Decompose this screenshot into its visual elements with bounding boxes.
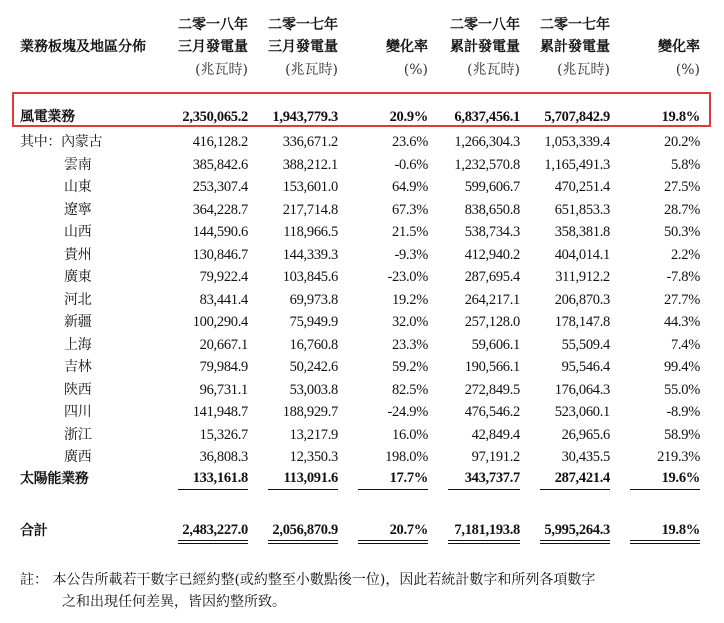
header-row-3 xyxy=(20,59,700,81)
cell-col-4: 二零一八年 xyxy=(450,17,520,33)
region-row xyxy=(20,266,700,288)
cell-col-4: 287,695.4 xyxy=(464,269,520,285)
row-label xyxy=(20,176,178,198)
header-row-2 xyxy=(20,36,700,58)
cell-col-3: -23.0% xyxy=(387,269,428,285)
cell-col-6: 19.8% xyxy=(661,109,700,125)
region-name: 山西 xyxy=(64,224,92,240)
row-label xyxy=(20,289,178,311)
cell-col-6: 44.3% xyxy=(664,314,700,330)
row-label xyxy=(20,311,178,333)
cell-col-6: 219.3% xyxy=(657,449,700,465)
cell-col-1: 三月發電量 xyxy=(178,39,248,55)
region-name: 廣西 xyxy=(64,449,92,465)
cell-col-1: 141,948.7 xyxy=(192,404,248,420)
region-row xyxy=(20,379,700,401)
cell-col-3: 21.5% xyxy=(392,224,428,240)
cell-col-1: 416,128.2 xyxy=(192,134,248,150)
cell-col-6: 5.8% xyxy=(670,156,700,173)
cell-col-5: 1,053,339.4 xyxy=(544,134,610,150)
cell-col-4: 1,266,304.3 xyxy=(454,134,520,150)
cell-col-5: 累計發電量 xyxy=(540,39,610,55)
cell-col-1: 100,290.4 xyxy=(192,314,248,330)
cell-col-5: 523,060.1 xyxy=(554,404,610,420)
cell-col-3: 67.3% xyxy=(392,201,428,218)
region-name: 新疆 xyxy=(64,314,92,330)
cell-col-6: 19.8% xyxy=(630,520,700,544)
solar-row xyxy=(20,468,700,490)
region-row xyxy=(20,334,700,356)
row-label xyxy=(20,379,178,401)
cell-col-3: 198.0% xyxy=(385,449,428,465)
cell-col-5: 26,965.6 xyxy=(561,426,610,443)
row-label xyxy=(20,266,178,288)
header-row-1 xyxy=(20,14,700,36)
row-label xyxy=(20,131,178,153)
cell-col-4: 累計發電量 xyxy=(450,39,520,55)
region-row xyxy=(20,289,700,311)
region-name: 山東 xyxy=(64,179,92,195)
cell-col-1: 2,350,065.2 xyxy=(182,109,248,125)
row-label xyxy=(20,154,178,176)
cell-col-2: 2,056,870.9 xyxy=(268,520,338,544)
footnote-line-2: 之和出現任何差異，皆因約整所致。 xyxy=(62,594,286,610)
cell-col-4: 476,546.2 xyxy=(464,404,520,420)
region-name: 吉林 xyxy=(64,359,92,375)
cell-col-1: 83,441.4 xyxy=(199,291,248,308)
region-name: 雲南 xyxy=(64,156,92,173)
cell-col-2: (兆瓦時) xyxy=(285,62,338,78)
region-row xyxy=(20,401,700,423)
cell-col-2: 16,760.8 xyxy=(289,336,338,353)
cell-col-3: -9.3% xyxy=(394,246,428,263)
cell-col-5: 404,014.1 xyxy=(554,246,610,263)
cell-col-1: 253,307.4 xyxy=(192,179,248,195)
cell-col-3: 19.2% xyxy=(392,291,428,308)
cell-col-6: 28.7% xyxy=(664,201,700,218)
cell-col-6: 27.7% xyxy=(664,291,700,308)
cell-col-5: 358,381.8 xyxy=(554,224,610,240)
cell-col-2: 388,212.1 xyxy=(282,156,338,173)
cell-col-2: 113,091.6 xyxy=(268,468,338,490)
region-row xyxy=(20,221,700,243)
cell-col-5: 5,707,842.9 xyxy=(544,109,610,125)
cell-col-5: 311,912.2 xyxy=(555,269,610,285)
cell-col-4: 538,734.3 xyxy=(464,224,520,240)
cell-col-2: 三月發電量 xyxy=(268,39,338,55)
region-name: 四川 xyxy=(64,404,92,420)
cell-col-3: (%) xyxy=(403,62,428,78)
cell-col-5: 470,251.4 xyxy=(554,179,610,195)
region-name: 河北 xyxy=(64,291,92,308)
region-row xyxy=(20,131,700,153)
cell-col-1: 96,731.1 xyxy=(199,381,248,398)
cell-col-4: 599,606.7 xyxy=(464,179,520,195)
row-label xyxy=(20,334,178,356)
cell-col-3: 32.0% xyxy=(392,314,428,330)
region-row xyxy=(20,244,700,266)
cell-col-2: 1,943,779.3 xyxy=(272,109,338,125)
region-name: 陝西 xyxy=(64,381,92,398)
footnote-line-1: 註： 本公告所載若干數字已經約整(或約整至小數點後一位)，因此若統計數字和所列各項數字 xyxy=(20,572,596,588)
cell-col-4: 1,232,570.8 xyxy=(454,156,520,173)
cell-col-2: 50,242.6 xyxy=(289,359,338,375)
cell-col-3: 17.7% xyxy=(358,468,428,490)
cell-col-6: -7.8% xyxy=(666,269,700,285)
cell-col-2: 217,714.8 xyxy=(282,201,338,218)
cell-col-5: 1,165,491.3 xyxy=(544,156,610,173)
cell-col-2: 118,966.5 xyxy=(283,224,338,240)
cell-col-2: 188,929.7 xyxy=(282,404,338,420)
cell-col-4: 412,940.2 xyxy=(464,246,520,263)
cell-col-5: 30,435.5 xyxy=(561,449,610,465)
cell-col-4: 257,128.0 xyxy=(464,314,520,330)
cell-col-1: 79,922.4 xyxy=(199,269,248,285)
cell-col-2: 75,949.9 xyxy=(289,314,338,330)
row-label xyxy=(20,221,178,243)
cell-col-5: (兆瓦時) xyxy=(557,62,610,78)
region-name: 貴州 xyxy=(64,246,92,263)
cell-col-6: 50.3% xyxy=(664,224,700,240)
cell-col-5: 178,147.8 xyxy=(554,314,610,330)
cell-col-3: 20.9% xyxy=(389,109,428,125)
cell-col-5: 5,995,264.3 xyxy=(540,520,610,544)
cell-col-2: 12,350.3 xyxy=(289,449,338,465)
row-label xyxy=(20,59,178,81)
cell-col-1: 20,667.1 xyxy=(199,336,248,353)
cell-col-4: 59,606.1 xyxy=(471,336,520,353)
cell-col-4: (兆瓦時) xyxy=(467,62,520,78)
cell-col-3: 16.0% xyxy=(392,426,428,443)
cell-col-6: 變化率 xyxy=(658,39,700,55)
cell-col-6: 55.0% xyxy=(664,381,700,398)
region-name: 廣東 xyxy=(64,269,92,285)
region-name: 遼寧 xyxy=(64,201,92,218)
cell-col-4: 7,181,193.8 xyxy=(448,520,520,544)
region-row xyxy=(20,176,700,198)
cell-col-5: 206,870.3 xyxy=(554,291,610,308)
cell-col-1: 15,326.7 xyxy=(199,426,248,443)
total-row xyxy=(20,520,700,542)
cell-col-1: 130,846.7 xyxy=(192,246,248,263)
row-label xyxy=(20,14,178,36)
row-label xyxy=(20,356,178,378)
cell-col-5: 二零一七年 xyxy=(540,17,610,33)
cell-col-3: -24.9% xyxy=(387,404,428,420)
region-row xyxy=(20,311,700,333)
row-label xyxy=(20,199,178,221)
row-label xyxy=(20,424,178,446)
row-label xyxy=(20,446,178,468)
row-label: 風電業務 xyxy=(20,109,75,125)
region-row xyxy=(20,424,700,446)
region-name: 內蒙古 xyxy=(61,134,103,150)
row-label xyxy=(20,244,178,266)
cell-col-2: 二零一七年 xyxy=(268,17,338,33)
cell-col-5: 176,064.3 xyxy=(554,381,610,398)
region-row xyxy=(20,446,700,468)
cell-col-2: 53,003.8 xyxy=(289,381,338,398)
row-label: 太陽能業務 xyxy=(20,471,89,487)
row-label: 合計 xyxy=(20,523,48,539)
cell-col-2: 153,601.0 xyxy=(282,179,338,195)
cell-col-2: 336,671.2 xyxy=(282,134,338,150)
cell-col-3: 變化率 xyxy=(386,39,428,55)
cell-col-1: 79,984.9 xyxy=(199,359,248,375)
region-name: 浙江 xyxy=(64,426,92,443)
cell-col-3: 82.5% xyxy=(392,381,428,398)
cell-col-5: 651,853.3 xyxy=(554,201,610,218)
cell-col-1: 2,483,227.0 xyxy=(178,520,248,544)
row-label: 業務板塊及地區分佈 xyxy=(20,39,146,55)
cell-col-3: 20.7% xyxy=(358,520,428,544)
cell-col-1: 二零一八年 xyxy=(178,17,248,33)
cell-col-3 xyxy=(358,14,428,36)
cell-col-2: 69,973.8 xyxy=(289,291,338,308)
region-row xyxy=(20,356,700,378)
cell-col-4: 838,650.8 xyxy=(464,201,520,218)
cell-col-4: 6,837,456.1 xyxy=(454,109,520,125)
cell-col-4: 42,849.4 xyxy=(471,426,520,443)
cell-col-4: 97,191.2 xyxy=(471,449,520,465)
cell-col-2: 13,217.9 xyxy=(289,426,338,443)
cell-col-6: -8.9% xyxy=(666,404,700,420)
cell-col-6: 20.2% xyxy=(664,134,700,150)
region-row xyxy=(20,199,700,221)
cell-col-6 xyxy=(630,14,700,36)
cell-col-1: 133,161.8 xyxy=(178,468,248,490)
cell-col-5: 287,421.4 xyxy=(540,468,610,490)
cell-col-6: 99.4% xyxy=(664,359,700,375)
regions-prefix: 其中： xyxy=(20,134,62,150)
cell-col-6: 7.4% xyxy=(670,336,700,353)
cell-col-2: 103,845.6 xyxy=(282,269,338,285)
cell-col-3: 23.6% xyxy=(392,134,428,150)
region-name: 上海 xyxy=(64,336,92,353)
cell-col-6: 19.6% xyxy=(630,468,700,490)
cell-col-1: 144,590.6 xyxy=(192,224,248,240)
cell-col-5: 95,546.4 xyxy=(561,359,610,375)
cell-col-4: 272,849.5 xyxy=(464,381,520,398)
cell-col-6: 58.9% xyxy=(664,426,700,443)
cell-col-3: 23.3% xyxy=(392,336,428,353)
cell-col-6: (%) xyxy=(675,62,700,78)
cell-col-6: 27.5% xyxy=(664,179,700,195)
cell-col-3: -0.6% xyxy=(394,156,428,173)
cell-col-4: 264,217.1 xyxy=(464,291,520,308)
region-row xyxy=(20,154,700,176)
cell-col-1: 364,228.7 xyxy=(192,201,248,218)
cell-col-4: 343,737.7 xyxy=(448,468,520,490)
cell-col-3: 64.9% xyxy=(392,179,428,195)
cell-col-1: 385,842.6 xyxy=(192,156,248,173)
cell-col-6: 2.2% xyxy=(670,246,700,263)
cell-col-1: (兆瓦時) xyxy=(195,62,248,78)
cell-col-3: 59.2% xyxy=(392,359,428,375)
cell-col-5: 55,509.4 xyxy=(561,336,610,353)
wind-row xyxy=(20,106,700,128)
row-label xyxy=(20,401,178,423)
cell-col-4: 190,566.1 xyxy=(464,359,520,375)
cell-col-2: 144,339.3 xyxy=(282,246,338,263)
cell-col-1: 36,808.3 xyxy=(199,449,248,465)
